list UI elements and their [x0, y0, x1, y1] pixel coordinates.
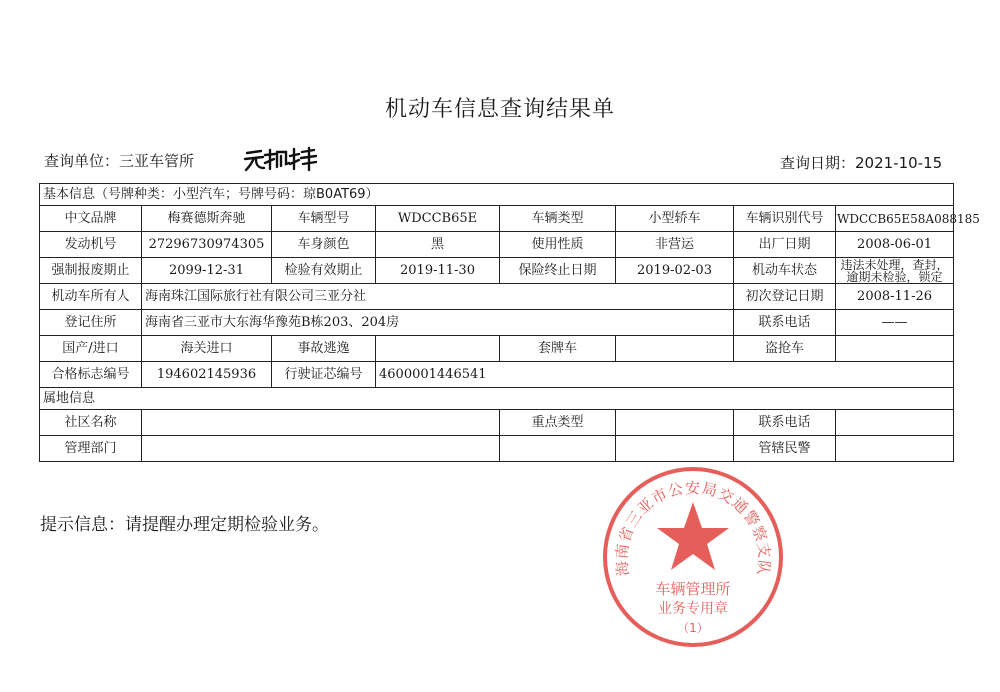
- value-brand: 梅赛德斯奔驰: [142, 206, 272, 232]
- seal-line2: 业务专用章: [658, 601, 728, 617]
- value-color: 黑: [376, 232, 500, 258]
- label-cloned-plate: 套牌车: [500, 336, 616, 362]
- label-empty: [500, 436, 616, 462]
- table-row: [40, 410, 954, 436]
- value-insurance-date: 2019-02-03: [616, 258, 734, 284]
- label-community: 社区名称: [40, 410, 142, 436]
- label-vin: 车辆识别代号: [734, 206, 836, 232]
- basic-info-header-row: [40, 184, 954, 206]
- value-department: [142, 436, 500, 462]
- label-origin: 国产/进口: [40, 336, 142, 362]
- label-stolen: 盗抢车: [734, 336, 836, 362]
- query-unit: 查询单位：三亚车管所: [44, 152, 195, 170]
- value-usage: 非营运: [616, 232, 734, 258]
- label-inspection-date: 检验有效期止: [272, 258, 376, 284]
- label-police-officer: 管辖民警: [734, 436, 836, 462]
- label-vehicle-type: 车辆类型: [500, 206, 616, 232]
- value-origin: 海关进口: [142, 336, 272, 362]
- value-certificate-no: 194602145936: [142, 362, 272, 388]
- page-title: 机动车信息查询结果单: [384, 97, 615, 122]
- value-vin: WDCCB65E58A088185: [836, 206, 954, 232]
- value-owner: 海南珠江国际旅行社有限公司三亚分社: [142, 284, 734, 310]
- table-row: [40, 436, 954, 462]
- label-vehicle-status: 机动车状态: [734, 258, 836, 284]
- table-row: [40, 258, 954, 284]
- value-address: 海南省三亚市大东海华豫苑B栋203、204房: [142, 310, 734, 336]
- table-row: [40, 336, 954, 362]
- label-address: 登记住所: [40, 310, 142, 336]
- value-local-phone: [836, 410, 954, 436]
- label-color: 车身颜色: [272, 232, 376, 258]
- value-vehicle-status: 违法未处理，查封，逾期未检验，锁定: [836, 258, 954, 284]
- official-seal-icon: [598, 462, 788, 652]
- label-usage: 使用性质: [500, 232, 616, 258]
- value-license-chip-no: 4600001446541: [376, 362, 954, 388]
- value-engine-no: 27296730974305: [142, 232, 272, 258]
- value-inspection-date: 2019-11-30: [376, 258, 500, 284]
- tip-message: 提示信息：请提醒办理定期检验业务。: [40, 515, 329, 535]
- label-model: 车辆型号: [272, 206, 376, 232]
- label-license-chip-no: 行驶证芯编号: [272, 362, 376, 388]
- table-row: [40, 232, 954, 258]
- value-key-type: [616, 410, 734, 436]
- label-hit-and-run: 事故逃逸: [272, 336, 376, 362]
- value-vehicle-type: 小型轿车: [616, 206, 734, 232]
- local-info-header: 属地信息: [40, 388, 954, 410]
- label-phone: 联系电话: [734, 310, 836, 336]
- table-row: [40, 206, 954, 232]
- local-info-header-row: [40, 388, 954, 410]
- label-owner: 机动车所有人: [40, 284, 142, 310]
- value-cloned-plate: [616, 336, 734, 362]
- value-manufacture-date: 2008-06-01: [836, 232, 954, 258]
- seal-number: （1）: [677, 621, 709, 635]
- value-empty: [616, 436, 734, 462]
- handwritten-signature: [244, 144, 320, 172]
- vehicle-info-table: [39, 183, 980, 462]
- label-certificate-no: 合格标志编号: [40, 362, 142, 388]
- value-scrap-date: 2099-12-31: [142, 258, 272, 284]
- table-row: [40, 310, 954, 336]
- label-insurance-date: 保险终止日期: [500, 258, 616, 284]
- value-phone: ——: [836, 310, 954, 336]
- seal-outer-text: 海南省三亚市公安局交通警察支队: [612, 478, 774, 578]
- value-stolen: [836, 336, 954, 362]
- label-local-phone: 联系电话: [734, 410, 836, 436]
- value-hit-and-run: [376, 336, 500, 362]
- seal-line1: 车辆管理所: [655, 580, 731, 598]
- label-scrap-date: 强制报废期止: [40, 258, 142, 284]
- value-model: WDCCB65E: [376, 206, 500, 232]
- query-date: 查询日期：2021-10-15: [780, 154, 943, 172]
- label-engine-no: 发动机号: [40, 232, 142, 258]
- label-manufacture-date: 出厂日期: [734, 232, 836, 258]
- table-row: [40, 284, 954, 310]
- label-key-type: 重点类型: [500, 410, 616, 436]
- value-first-registration: 2008-11-26: [836, 284, 954, 310]
- value-police-officer: [836, 436, 954, 462]
- label-department: 管理部门: [40, 436, 142, 462]
- table-row: [40, 362, 954, 388]
- basic-info-header: 基本信息（号牌种类：小型汽车；号牌号码：琼B0AT69）: [40, 184, 954, 206]
- value-community: [142, 410, 500, 436]
- label-brand: 中文品牌: [40, 206, 142, 232]
- label-first-registration: 初次登记日期: [734, 284, 836, 310]
